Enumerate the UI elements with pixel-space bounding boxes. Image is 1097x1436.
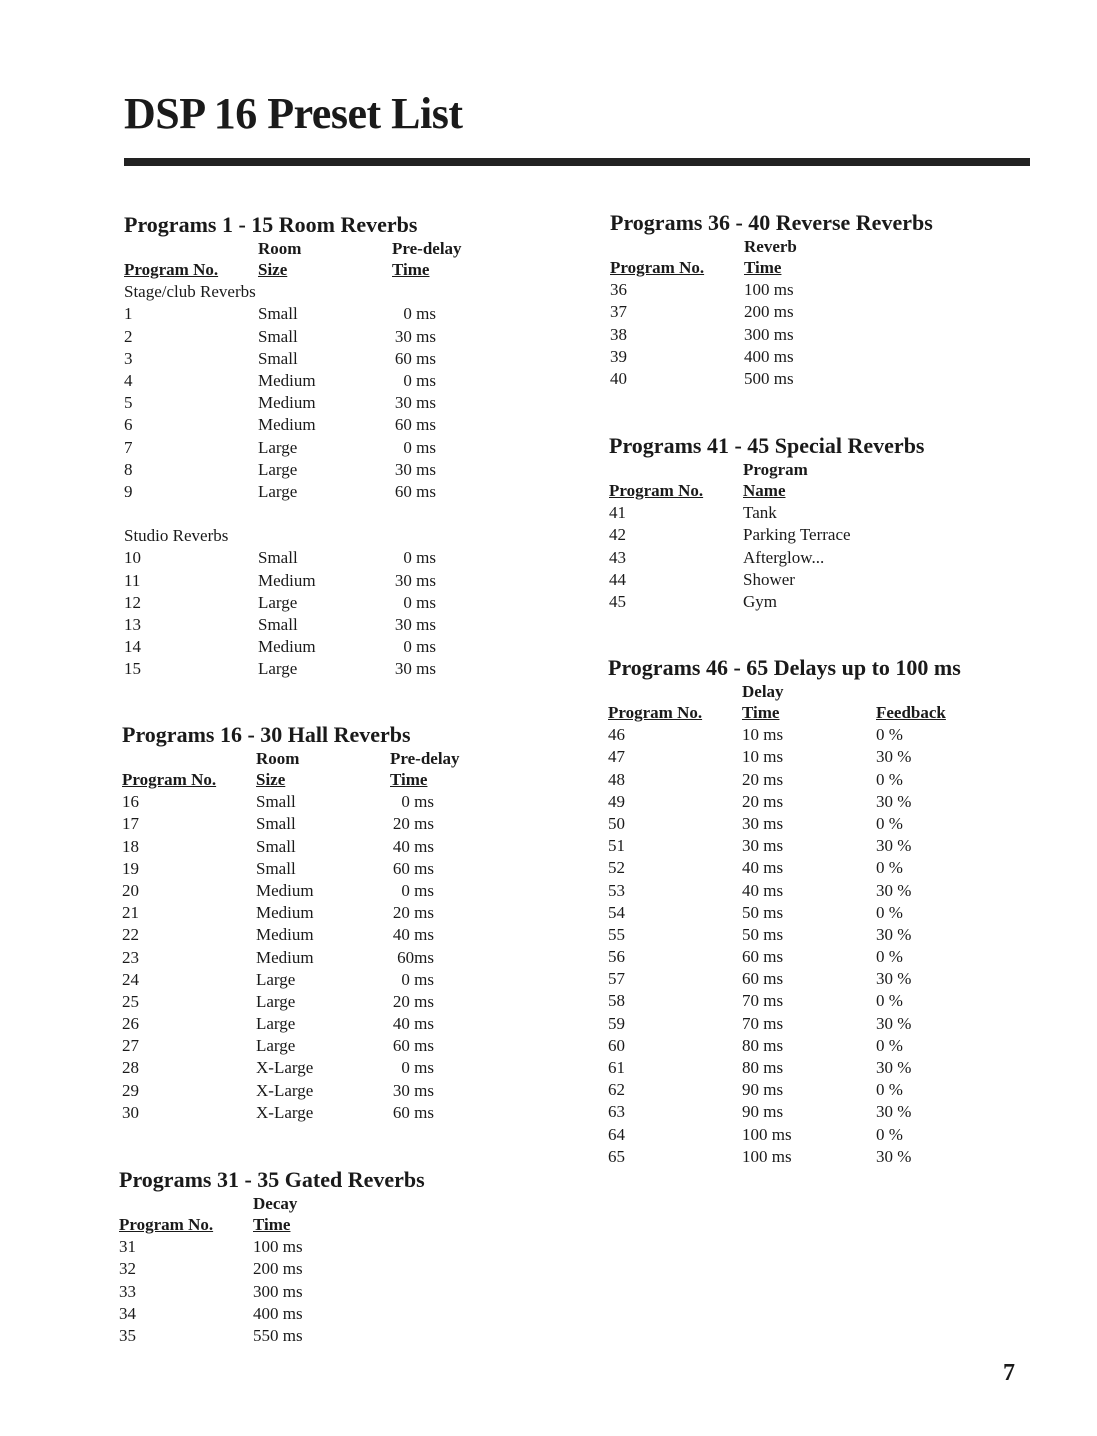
table-cell: 24 xyxy=(122,969,139,989)
table-row xyxy=(122,1035,524,1057)
table-cell: 20 xyxy=(122,880,139,900)
header-row: Delay xyxy=(742,682,784,701)
table-row xyxy=(608,902,1010,924)
table-cell: 50 xyxy=(608,813,625,833)
table-cell: 10 ms xyxy=(742,747,784,767)
table-row xyxy=(608,835,1010,857)
table-cell: 0 ms xyxy=(403,637,436,657)
table-row xyxy=(608,990,1010,1012)
table-row xyxy=(608,857,1010,879)
table-cell: 30 ms xyxy=(394,659,436,679)
table-row xyxy=(122,1080,524,1102)
table-row xyxy=(124,303,526,325)
table-cell: 16 xyxy=(122,792,139,812)
table-cell: Parking Terrace xyxy=(743,525,851,545)
table-cell: 50 ms xyxy=(742,924,784,944)
table-cell: 30 ms xyxy=(394,459,436,479)
table-row xyxy=(609,524,925,546)
delays-section xyxy=(608,655,1010,1168)
table-cell: 0 % xyxy=(876,902,903,922)
table-row xyxy=(119,1303,425,1325)
table-row xyxy=(609,547,925,569)
table-row xyxy=(609,591,925,613)
table-cell: 30 % xyxy=(876,1102,912,1122)
table-cell: 80 ms xyxy=(742,1058,784,1077)
title-rule xyxy=(124,158,1030,166)
table-cell: 17 xyxy=(122,814,139,834)
table-row xyxy=(124,547,526,569)
table-cell: Large xyxy=(258,659,298,679)
table-row xyxy=(122,969,524,991)
table-cell: 19 xyxy=(122,858,139,878)
section-title: Programs 31 - 35 Gated Reverbs xyxy=(119,1167,425,1192)
table-cell: 100 ms xyxy=(742,1146,792,1166)
table-row xyxy=(610,324,933,346)
header-row: Program No. Size Time xyxy=(124,260,430,279)
table-row xyxy=(610,368,933,390)
header-row: Program No. Size Time xyxy=(122,770,428,789)
table-row xyxy=(119,1258,425,1280)
table-cell: Small xyxy=(258,304,298,324)
table-cell: Medium xyxy=(258,415,316,435)
table-cell: Small xyxy=(258,326,298,346)
table-cell: 34 xyxy=(119,1303,136,1323)
table-cell: 30 % xyxy=(876,969,912,989)
table-row xyxy=(122,947,524,969)
table-cell: 61 xyxy=(608,1058,625,1077)
table-row xyxy=(124,636,526,658)
table-cell: 0 % xyxy=(876,947,903,967)
special-reverbs-section xyxy=(609,433,925,613)
table-cell: 5 xyxy=(124,393,133,413)
table-cell: 28 xyxy=(122,1058,139,1078)
table-cell: 20 ms xyxy=(392,903,434,923)
table-row xyxy=(608,769,1010,791)
section-title: Programs 36 - 40 Reverse Reverbs xyxy=(610,210,933,235)
table-cell: 60 ms xyxy=(742,969,784,989)
table-cell: 40 ms xyxy=(392,925,434,945)
table-cell: 47 xyxy=(608,747,625,767)
table-row xyxy=(608,1013,1010,1035)
table-cell: 30 % xyxy=(876,747,912,767)
table-cell: Large xyxy=(256,1036,296,1056)
table-cell: Medium xyxy=(256,947,314,967)
table-row xyxy=(610,346,933,368)
table-cell: 22 xyxy=(122,925,139,945)
table-cell: 70 ms xyxy=(742,1013,784,1033)
table-cell: 7 xyxy=(124,437,133,457)
table-cell: 60 ms xyxy=(392,1036,434,1056)
table-cell: 58 xyxy=(608,991,625,1011)
table-cell: Large xyxy=(258,481,298,501)
table-cell: 40 ms xyxy=(392,836,434,856)
table-cell: 64 xyxy=(608,1124,625,1144)
table-cell: 52 xyxy=(608,858,625,878)
table-cell: 1 xyxy=(124,304,133,324)
table-cell: 90 ms xyxy=(742,1102,784,1122)
table-cell: 32 xyxy=(119,1259,136,1279)
table-cell: 0 % xyxy=(876,813,903,833)
table-cell: 26 xyxy=(122,1014,139,1034)
table-cell: 51 xyxy=(608,836,625,856)
group-label: Stage/club Reverbs xyxy=(124,282,256,302)
header-row: Program No. Name xyxy=(609,481,786,500)
table-cell: 200 ms xyxy=(253,1259,303,1279)
table-cell: 30 ms xyxy=(394,570,436,590)
table-cell: 60 ms xyxy=(394,415,436,435)
table-cell: 0 ms xyxy=(403,437,436,457)
table-row xyxy=(608,724,1010,746)
table-cell: 100 ms xyxy=(742,1124,792,1144)
table-row xyxy=(124,326,526,348)
table-cell: 60 ms xyxy=(742,947,784,967)
table-row xyxy=(609,569,925,591)
table-cell: 0 % xyxy=(876,1124,903,1144)
table-cell: 23 xyxy=(122,947,139,967)
table-cell: 48 xyxy=(608,769,625,789)
group-label: Studio Reverbs xyxy=(124,526,229,546)
table-cell: 15 xyxy=(124,659,141,679)
table-cell: 0 ms xyxy=(401,792,434,812)
table-cell: 30 % xyxy=(876,1013,912,1033)
table-row xyxy=(122,813,524,835)
table-cell: 8 xyxy=(124,459,133,479)
table-cell: 30 % xyxy=(876,836,912,856)
header-row: Program No. Time Feedback xyxy=(608,703,946,722)
header-row: Program No. Time xyxy=(119,1215,291,1234)
table-row xyxy=(124,437,526,459)
page-title: DSP 16 Preset List xyxy=(124,89,463,138)
table-cell: Gym xyxy=(743,591,777,611)
table-cell: 0 % xyxy=(876,725,903,745)
table-cell: Small xyxy=(258,348,298,368)
table-cell: 0 ms xyxy=(401,969,434,989)
table-cell: 70 ms xyxy=(742,991,784,1011)
table-row xyxy=(608,1146,1010,1168)
table-cell: Large xyxy=(258,459,298,479)
table-cell: 20 ms xyxy=(392,991,434,1011)
table-cell: 63 xyxy=(608,1102,625,1122)
table-cell: 3 xyxy=(124,348,133,368)
table-cell: 30 ms xyxy=(394,615,436,634)
table-cell: 90 ms xyxy=(742,1080,784,1100)
table-row xyxy=(122,880,524,902)
table-cell: 30 ms xyxy=(394,393,436,413)
table-row xyxy=(608,813,1010,835)
section-title: Programs 41 - 45 Special Reverbs xyxy=(609,433,925,458)
table-cell: 27 xyxy=(122,1036,139,1056)
table-row xyxy=(122,1057,524,1079)
table-cell: Small xyxy=(256,858,296,878)
table-cell: Large xyxy=(258,437,298,457)
table-cell: 0 ms xyxy=(401,880,434,900)
table-cell: 56 xyxy=(608,947,625,967)
table-cell: Small xyxy=(256,792,296,812)
table-row xyxy=(119,1281,425,1303)
table-row xyxy=(122,791,524,813)
table-cell: 45 xyxy=(609,591,626,611)
table-cell: 0 ms xyxy=(403,592,436,612)
table-cell: 30 % xyxy=(876,1146,912,1166)
table-cell: 42 xyxy=(609,525,626,545)
table-row xyxy=(608,924,1010,946)
section-title: Programs 46 - 65 Delays up to 100 ms xyxy=(608,655,961,680)
table-row xyxy=(124,658,526,680)
table-row xyxy=(610,301,933,323)
table-row xyxy=(124,570,526,592)
table-cell: 44 xyxy=(609,569,626,589)
section-title: Programs 16 - 30 Hall Reverbs xyxy=(122,722,411,747)
table-cell: 36 xyxy=(610,280,627,300)
table-cell: 35 xyxy=(119,1325,136,1345)
table-cell: 25 xyxy=(122,991,139,1011)
table-cell: Shower xyxy=(743,569,795,589)
table-row xyxy=(122,1013,524,1035)
table-cell: 40 ms xyxy=(742,880,784,900)
table-cell: 60 ms xyxy=(392,858,434,878)
table-cell: 0 % xyxy=(876,769,903,789)
table-cell: Medium xyxy=(258,393,316,413)
table-cell: 60 ms xyxy=(392,1102,434,1122)
table-cell: 60 xyxy=(608,1035,625,1055)
header-row: Decay xyxy=(253,1194,298,1213)
table-cell: 0 % xyxy=(876,991,903,1011)
table-cell: 40 ms xyxy=(392,1014,434,1034)
table-cell: 30 ms xyxy=(394,326,436,346)
table-cell: 80 ms xyxy=(742,1035,784,1055)
table-cell: Small xyxy=(256,814,296,834)
gated-reverbs-section xyxy=(119,1167,425,1347)
table-row xyxy=(124,459,526,481)
table-cell: 30 % xyxy=(876,880,912,900)
table-row xyxy=(608,1101,1010,1123)
header-row: Program No. Time xyxy=(610,258,782,277)
table-cell: 39 xyxy=(610,346,627,366)
table-row xyxy=(124,414,526,436)
table-cell: 0 ms xyxy=(403,548,436,568)
table-cell: 33 xyxy=(119,1281,136,1301)
header-row: Program xyxy=(743,460,808,479)
table-cell: Medium xyxy=(256,903,314,923)
table-cell: 500 ms xyxy=(744,368,794,388)
table-cell: Small xyxy=(258,615,298,634)
table-cell: Medium xyxy=(258,637,316,657)
table-row xyxy=(122,902,524,924)
page-number: 7 xyxy=(1003,1360,1015,1386)
table-row xyxy=(608,746,1010,768)
table-cell: 59 xyxy=(608,1013,625,1033)
table-cell: 0 % xyxy=(876,858,903,878)
table-cell: 10 ms xyxy=(742,725,784,745)
table-cell: 40 xyxy=(610,368,627,388)
table-cell: 4 xyxy=(124,370,133,390)
reverse-reverbs-section xyxy=(610,210,933,390)
table-cell: 49 xyxy=(608,791,625,811)
table-cell: 30 ms xyxy=(742,836,784,856)
table-cell: Medium xyxy=(258,570,316,590)
header-row: Reverb xyxy=(744,237,797,256)
header-row: Room Pre-delay xyxy=(258,239,462,258)
table-cell: 100 ms xyxy=(253,1237,303,1257)
table-cell: 62 xyxy=(608,1080,625,1100)
table-cell: 30 ms xyxy=(742,813,784,833)
table-cell: Tank xyxy=(743,503,777,523)
table-cell: 30 ms xyxy=(392,1080,434,1100)
table-cell: 2 xyxy=(124,326,133,346)
table-cell: Large xyxy=(258,592,298,612)
table-cell: 20 ms xyxy=(742,791,784,811)
table-cell: 30 xyxy=(122,1102,139,1122)
table-cell: 57 xyxy=(608,969,625,989)
table-cell: 0 ms xyxy=(403,370,436,390)
table-cell: 6 xyxy=(124,415,133,435)
table-cell: Large xyxy=(256,969,296,989)
table-row xyxy=(124,481,526,503)
table-cell: 14 xyxy=(124,637,141,657)
header-row: Room Pre-delay xyxy=(256,749,460,768)
table-row xyxy=(608,1035,1010,1057)
table-cell: 40 ms xyxy=(742,858,784,878)
table-cell: 20 ms xyxy=(742,769,784,789)
table-row xyxy=(610,279,933,301)
table-cell: 29 xyxy=(122,1080,139,1100)
table-cell: 60ms xyxy=(397,947,434,967)
table-cell: 20 ms xyxy=(392,814,434,834)
table-cell: 550 ms xyxy=(253,1325,303,1345)
table-cell: 41 xyxy=(609,503,626,523)
table-row xyxy=(122,924,524,946)
table-cell: Large xyxy=(256,991,296,1011)
room-reverbs-section xyxy=(124,212,526,681)
table-cell: 300 ms xyxy=(744,324,794,344)
table-cell: 55 xyxy=(608,924,625,944)
table-cell: 65 xyxy=(608,1146,625,1166)
table-row xyxy=(608,946,1010,968)
table-row xyxy=(124,392,526,414)
table-row xyxy=(608,1124,1010,1146)
table-cell: 43 xyxy=(609,547,626,567)
table-cell: 11 xyxy=(124,570,141,590)
table-cell: 60 ms xyxy=(394,348,436,368)
section-title: Programs 1 - 15 Room Reverbs xyxy=(124,212,418,237)
table-cell: 200 ms xyxy=(744,302,794,322)
table-row xyxy=(119,1325,425,1347)
table-cell: X-Large xyxy=(256,1058,314,1078)
hall-reverbs-section xyxy=(122,722,524,1124)
table-cell: 400 ms xyxy=(253,1303,303,1323)
table-cell: Medium xyxy=(256,880,314,900)
table-cell: 21 xyxy=(122,903,139,923)
table-cell: 53 xyxy=(608,880,625,900)
table-row xyxy=(124,348,526,370)
table-row xyxy=(609,502,925,524)
table-cell: 30 % xyxy=(876,791,912,811)
table-cell: Large xyxy=(256,1014,296,1034)
table-cell: 50 ms xyxy=(742,902,784,922)
table-cell: 0 % xyxy=(876,1035,903,1055)
table-cell: 30 % xyxy=(876,1058,912,1077)
table-cell: 13 xyxy=(124,615,141,634)
table-cell: 100 ms xyxy=(744,280,794,300)
table-cell: Medium xyxy=(256,925,314,945)
table-row xyxy=(608,1079,1010,1101)
table-row xyxy=(122,836,524,858)
table-cell: 12 xyxy=(124,592,141,612)
table-cell: Medium xyxy=(258,370,316,390)
table-cell: 18 xyxy=(122,836,139,856)
table-cell: X-Large xyxy=(256,1080,314,1100)
table-cell: 60 ms xyxy=(394,481,436,501)
table-cell: 300 ms xyxy=(253,1281,303,1301)
table-cell: 9 xyxy=(124,481,133,501)
table-row xyxy=(122,991,524,1013)
table-cell: Afterglow... xyxy=(743,547,825,567)
table-cell: 46 xyxy=(608,725,625,745)
table-row xyxy=(124,614,526,636)
table-row xyxy=(608,880,1010,902)
table-row xyxy=(119,1236,425,1258)
table-cell: 10 xyxy=(124,548,141,568)
table-cell: 30 % xyxy=(876,924,912,944)
table-cell: 54 xyxy=(608,902,625,922)
table-row xyxy=(124,370,526,392)
table-cell: 31 xyxy=(119,1237,136,1257)
table-cell: 37 xyxy=(610,302,627,322)
table-cell: X-Large xyxy=(256,1102,314,1122)
table-row xyxy=(608,1057,1010,1079)
table-cell: Small xyxy=(258,548,298,568)
table-row xyxy=(124,592,526,614)
table-cell: 0 ms xyxy=(401,1058,434,1078)
table-cell: Small xyxy=(256,836,296,856)
table-cell: 0 ms xyxy=(403,304,436,324)
table-cell: 0 % xyxy=(876,1080,903,1100)
table-row xyxy=(122,858,524,880)
table-cell: 38 xyxy=(610,324,627,344)
table-row xyxy=(608,791,1010,813)
table-row xyxy=(608,968,1010,990)
table-cell: 400 ms xyxy=(744,346,794,366)
table-row xyxy=(122,1102,524,1124)
